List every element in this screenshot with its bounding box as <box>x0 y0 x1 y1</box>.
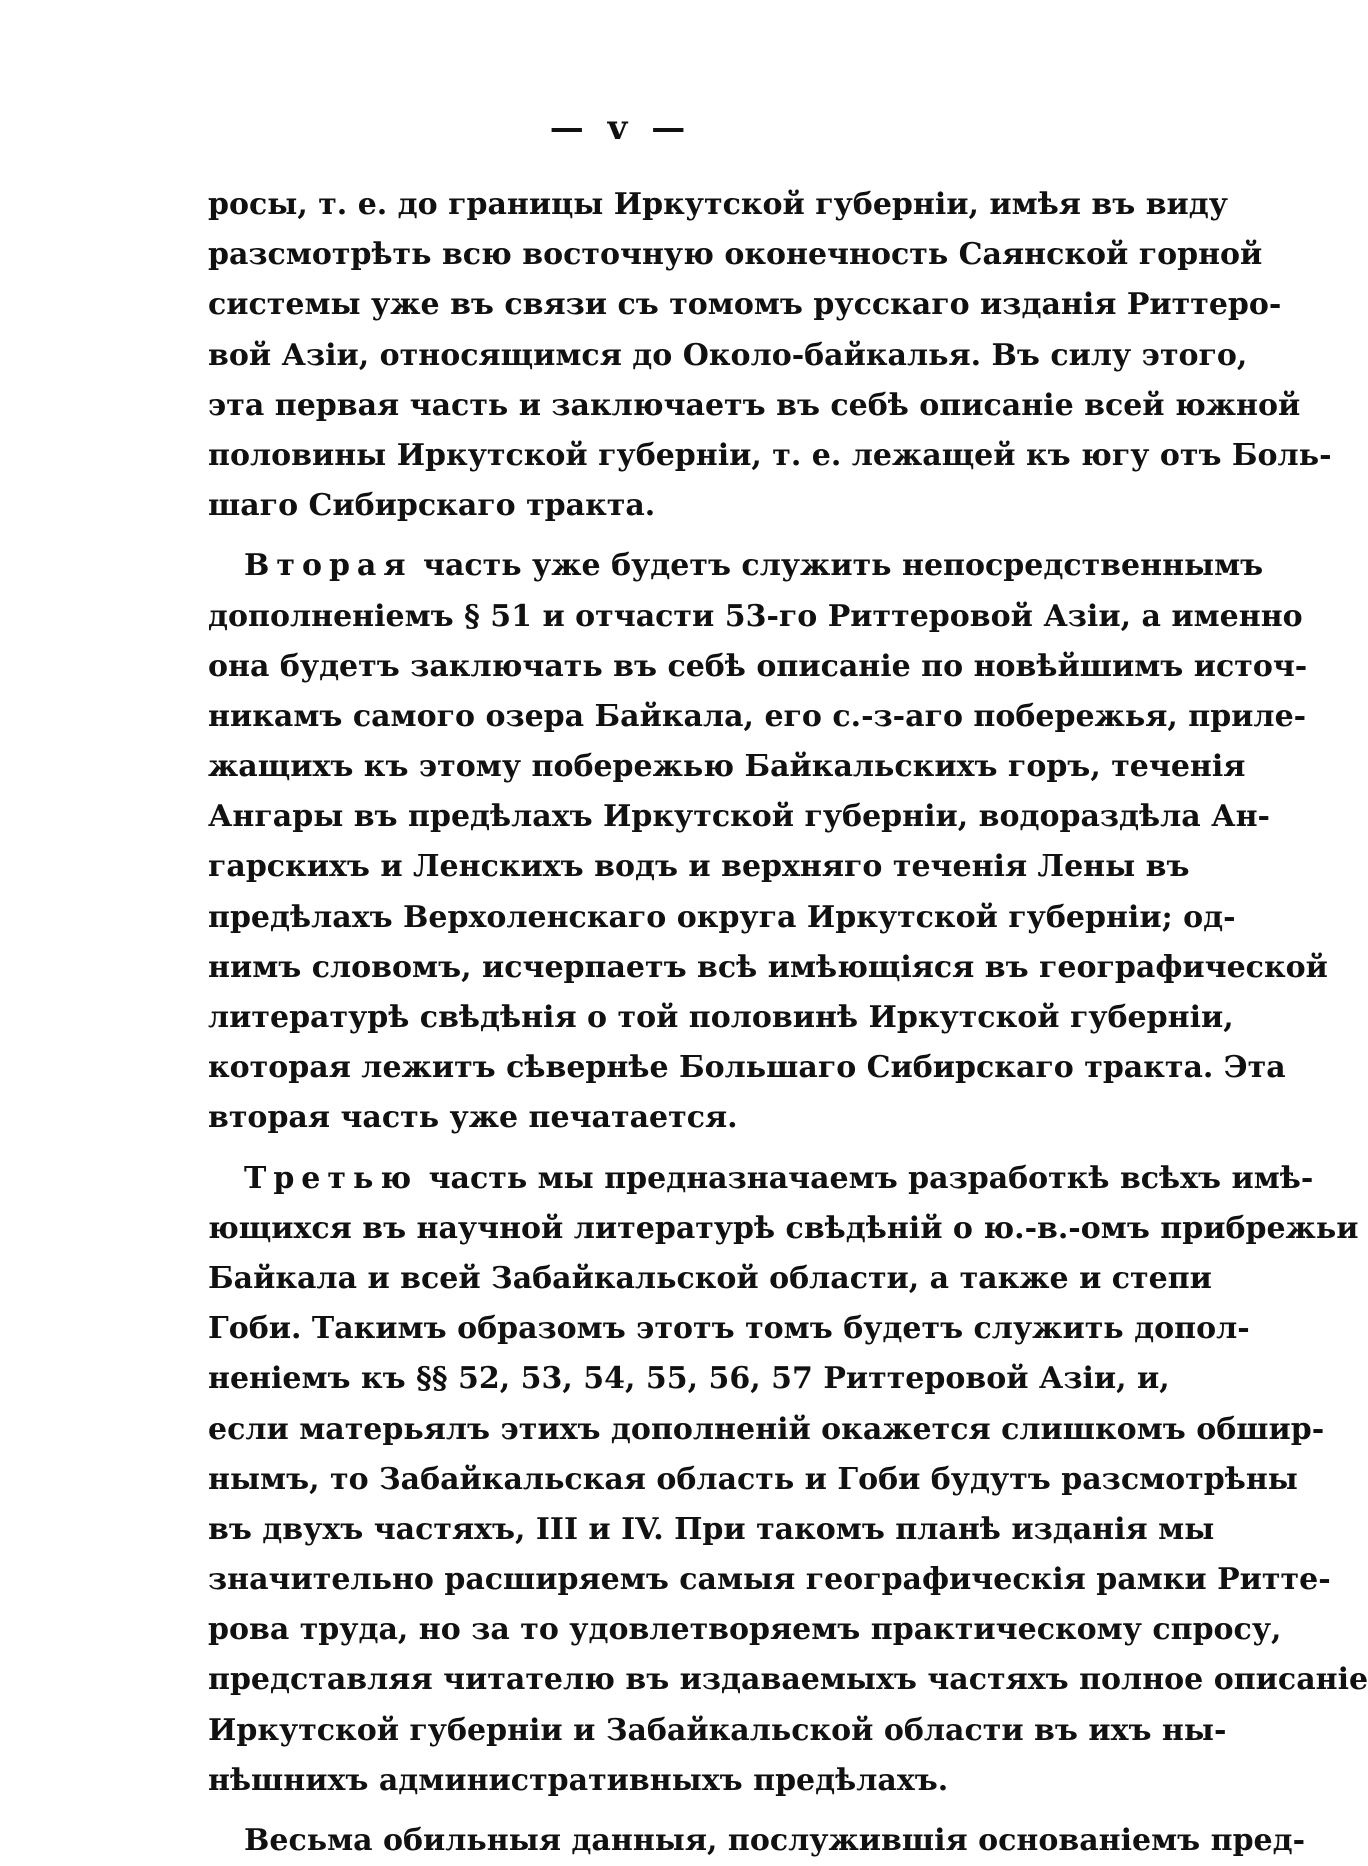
text-line <box>208 541 1264 591</box>
text-line: представляя читателю въ издаваемыхъ частяхъ полное описаніе <box>208 1662 1368 1698</box>
text-line: Иркутской губерніи и Забайкальской области въ ихъ ны- <box>208 1712 1227 1748</box>
paragraph-3 <box>208 1154 1368 1806</box>
text-line: половины Иркутской губерніи, т. е. лежащей къ югу отъ Боль- <box>208 437 1332 473</box>
text-line: эта первая часть и заключаетъ въ себѣ описаніе всей южной <box>208 387 1301 423</box>
text-line: предѣлахъ Верхоленскаго округа Иркутской губерніи; од- <box>208 899 1236 935</box>
text-line: неніемъ къ §§ 52, 53, 54, 55, 56, 57 Риттеровой Азіи, и, <box>208 1361 1170 1397</box>
text-line: рова труда, но за то удовлетворяемъ практическому спросу, <box>208 1612 1282 1648</box>
page-number: — v — <box>549 108 692 148</box>
text-line: Байкала и всей Забайкальской области, а также и степи <box>208 1260 1212 1296</box>
text-line: шаго Сибирскаго тракта. <box>208 488 656 524</box>
text-line: жащихъ къ этому побережью Байкальскихъ горъ, теченія <box>208 749 1246 785</box>
text-line: она будетъ заключать въ себѣ описаніе по новѣйшимъ источ- <box>208 648 1308 684</box>
text-line: никамъ самого озера Байкала, его с.-з-аго побережья, приле- <box>208 698 1307 734</box>
paragraph-4 <box>208 1816 1306 1866</box>
paragraph-lead-word: Третью <box>244 1160 419 1196</box>
paragraph-2 <box>208 541 1328 1143</box>
text-line: въ двухъ частяхъ, III и IV. При такомъ планѣ изданія мы <box>208 1511 1215 1547</box>
text-line: ющихся въ научной литературѣ свѣдѣній о ю.-в.-омъ прибрежьи <box>208 1210 1359 1246</box>
text-line: Ангары въ предѣлахъ Иркутской губерніи, водораздѣла Ан- <box>208 799 1271 835</box>
text-line: значительно расширяемъ самыя географическія рамки Ритте- <box>208 1562 1331 1598</box>
text-line: вой Азіи, относящимся до Около-байкалья. Въ силу этого, <box>208 337 1248 373</box>
text-line: которая лежитъ сѣвернѣе Большаго Сибирскаго тракта. Эта <box>208 1050 1286 1086</box>
paragraph-lead-word: Вторая <box>244 548 413 584</box>
text-line: нымъ, то Забайкальская область и Гоби будутъ разсмотрѣны <box>208 1461 1298 1497</box>
text-line: вторая часть уже печатается. <box>208 1100 738 1136</box>
text-line: гарскихъ и Ленскихъ водъ и верхняго теченія Лены въ <box>208 849 1190 885</box>
text-line: росы, т. е. до границы Иркутской губерніи, имѣя въ виду <box>208 187 1228 222</box>
text-line: Гоби. Такимъ образомъ этотъ томъ будетъ служить допол- <box>208 1311 1250 1347</box>
paragraph-first-line-rest: часть мы предназначаемъ разработкѣ всѣхъ имѣ- <box>428 1160 1314 1196</box>
body-text <box>208 180 1368 1866</box>
text-line: литературѣ свѣдѣнія о той половинѣ Иркутской губерніи, <box>208 1000 1234 1035</box>
text-line: Весьма обильныя данныя, послужившія основаніемъ пред- <box>244 1823 1306 1858</box>
text-line <box>208 1154 1314 1204</box>
text-line: дополненіемъ § 51 и отчасти 53-го Риттеровой Азіи, а именно <box>208 598 1303 634</box>
text-line: разсмотрѣть всю восточную оконечность Саянской горной <box>208 237 1263 273</box>
text-line: нимъ словомъ, исчерпаетъ всѣ имѣющіяся въ географической <box>208 949 1328 985</box>
paragraph-first-line-rest: часть уже будетъ служить непосредственнымъ <box>423 548 1264 584</box>
text-line: если матерьялъ этихъ дополненій окажется слишкомъ обшир- <box>208 1411 1325 1447</box>
paragraph-1 <box>208 180 1332 531</box>
text-line: системы уже въ связи съ томомъ русскаго изданія Риттеро- <box>208 287 1282 323</box>
text-line: нѣшнихъ административныхъ предѣлахъ. <box>208 1762 949 1798</box>
